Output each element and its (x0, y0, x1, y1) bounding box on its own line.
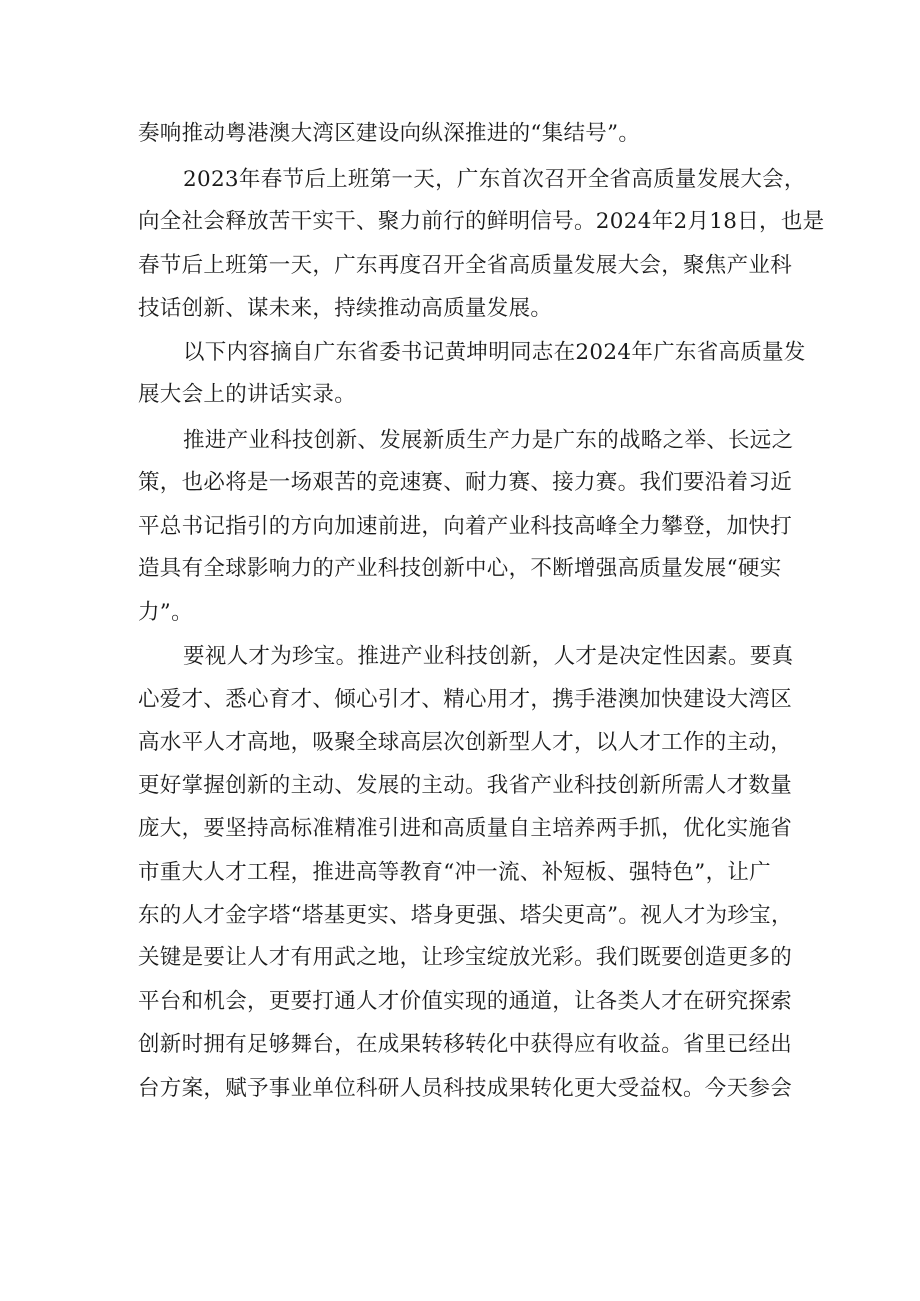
text-line: 心爱才、悉心育才、倾心引才、精心用才，携手港澳加快建设大湾区 (138, 687, 793, 712)
text-line: 台方案，赋予事业单位科研人员科技成果转化更大受益权。今天参会 (138, 1076, 793, 1101)
text-line: 关键是要让人才有用武之地，让珍宝绽放光彩。我们既要创造更多的 (138, 945, 793, 970)
text-line: 市重大人才工程，推进高等教育“冲一流、补短板、强特色”，让广 (138, 860, 771, 885)
text-line: 造具有全球影响力的产业科技创新中心，不断增强高质量发展“硬实 (138, 556, 782, 581)
text-line: 要视人才为珍宝。推进产业科技创新，人才是决定性因素。要真 (183, 644, 794, 669)
text-line: 平总书记指引的方向加速前进，向着产业科技高峰全力攀登，加快打 (138, 514, 793, 539)
text-line: 庞大，要坚持高标准精准引进和高质量自主培养两手抓，优化实施省 (138, 816, 793, 841)
text-line: 东的人才金字塔“塔基更实、塔身更强、塔尖更高”。视人才为珍宝， (138, 903, 793, 928)
text-line: 更好掌握创新的主动、发展的主动。我省产业科技创新所需人才数量 (138, 773, 793, 798)
text-line: 力”。 (138, 600, 193, 625)
text-line: 策，也必将是一场艰苦的竞速赛、耐力赛、接力赛。我们要沿着习近 (138, 470, 793, 495)
text-line: 推进产业科技创新、发展新质生产力是广东的战略之举、长远之 (183, 428, 794, 453)
text-line: 春节后上班第一天，广东再度召开全省高质量发展大会，聚焦产业科 (138, 253, 793, 278)
text-line: 2023年春节后上班第一天，广东首次召开全省高质量发展大会， (183, 167, 806, 192)
text-line: 平台和机会，更要打通人才价值实现的通道，让各类人才在研究探索 (138, 989, 793, 1014)
text-line: 技话创新、谋未来，持续推动高质量发展。 (138, 296, 553, 321)
text-line: 以下内容摘自广东省委书记黄坤明同志在2024年广东省高质量发 (183, 340, 806, 365)
text-line: 奏响推动粤港澳大湾区建设向纵深推进的“集结号”。 (138, 121, 641, 146)
text-line: 创新时拥有足够舞台，在成果转移转化中获得应有收益。省里已经出 (138, 1032, 793, 1057)
text-line: 高水平人才高地，吸聚全球高层次创新型人才，以人才工作的主动， (138, 730, 793, 755)
text-line: 展大会上的讲话实录。 (138, 382, 357, 407)
text-line: 向全社会释放苦干实干、聚力前行的鲜明信号。2024年2月18日，也是 (138, 209, 825, 234)
